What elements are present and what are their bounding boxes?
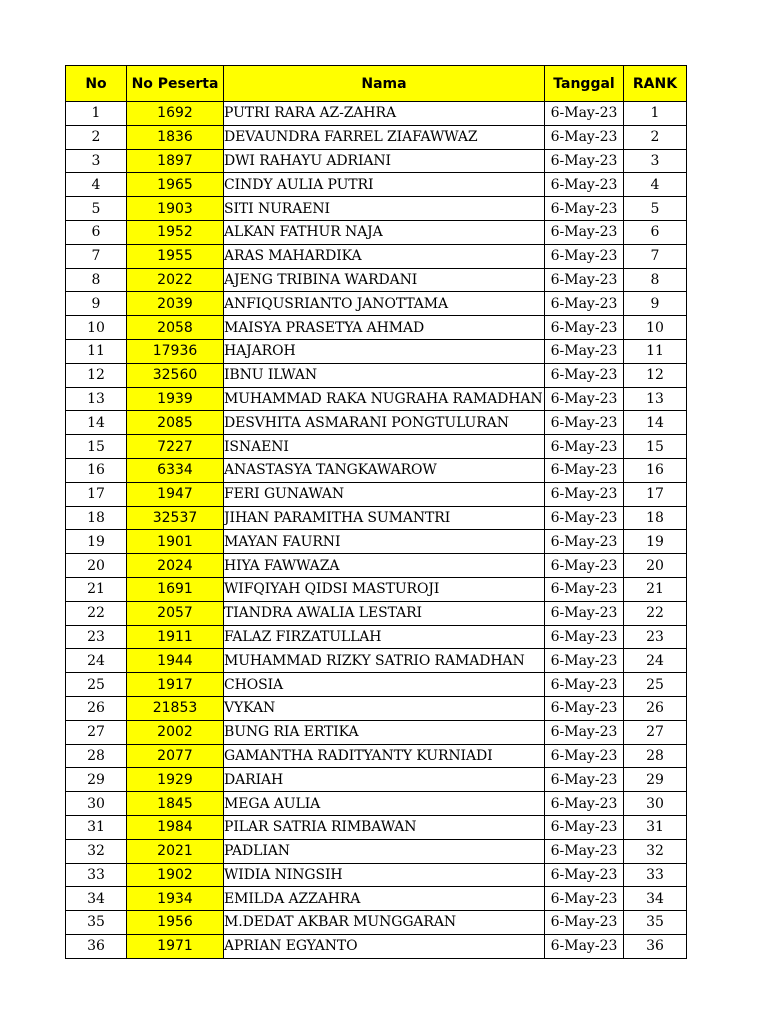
cell-nama: SITI NURAENI xyxy=(224,197,545,221)
cell-nama: FALAZ FIRZATULLAH xyxy=(224,625,545,649)
cell-nama: WIDIA NINGSIH xyxy=(224,863,545,887)
cell-no-peserta: 1929 xyxy=(127,768,224,792)
cell-no-peserta: 2058 xyxy=(127,316,224,340)
cell-nama: PILAR SATRIA RIMBAWAN xyxy=(224,815,545,839)
cell-tanggal: 6-May-23 xyxy=(545,435,624,459)
table-row xyxy=(66,839,687,863)
cell-tanggal: 6-May-23 xyxy=(545,197,624,221)
cell-no-peserta: 32560 xyxy=(127,363,224,387)
cell-nama: DWI RAHAYU ADRIANI xyxy=(224,149,545,173)
cell-tanggal: 6-May-23 xyxy=(545,673,624,697)
cell-no-peserta: 1845 xyxy=(127,792,224,816)
cell-tanggal: 6-May-23 xyxy=(545,292,624,316)
cell-no: 14 xyxy=(66,411,127,435)
cell-nama: TIANDRA AWALIA LESTARI xyxy=(224,601,545,625)
cell-no-peserta: 1934 xyxy=(127,887,224,911)
cell-rank: 24 xyxy=(624,649,687,673)
table-row xyxy=(66,815,687,839)
cell-rank: 5 xyxy=(624,197,687,221)
table-row xyxy=(66,863,687,887)
table-row xyxy=(66,244,687,268)
cell-rank: 23 xyxy=(624,625,687,649)
cell-rank: 1 xyxy=(624,102,687,126)
cell-nama: DEVAUNDRA FARREL ZIAFAWWAZ xyxy=(224,125,545,149)
cell-no: 2 xyxy=(66,125,127,149)
cell-no-peserta: 2085 xyxy=(127,411,224,435)
cell-no-peserta: 6334 xyxy=(127,458,224,482)
cell-nama: ARAS MAHARDIKA xyxy=(224,244,545,268)
cell-no: 27 xyxy=(66,720,127,744)
cell-nama: CHOSIA xyxy=(224,673,545,697)
table-row xyxy=(66,102,687,126)
cell-rank: 18 xyxy=(624,506,687,530)
cell-no-peserta: 17936 xyxy=(127,339,224,363)
cell-rank: 33 xyxy=(624,863,687,887)
cell-nama: CINDY AULIA PUTRI xyxy=(224,173,545,197)
cell-no-peserta: 21853 xyxy=(127,696,224,720)
table-row xyxy=(66,673,687,697)
cell-nama: MUHAMMAD RIZKY SATRIO RAMADHAN xyxy=(224,649,545,673)
cell-tanggal: 6-May-23 xyxy=(545,125,624,149)
cell-nama: ANFIQUSRIANTO JANOTTAMA xyxy=(224,292,545,316)
cell-no: 13 xyxy=(66,387,127,411)
table-row xyxy=(66,458,687,482)
cell-rank: 12 xyxy=(624,363,687,387)
cell-no-peserta: 1939 xyxy=(127,387,224,411)
cell-no: 3 xyxy=(66,149,127,173)
table-row xyxy=(66,696,687,720)
cell-nama: AJENG TRIBINA WARDANI xyxy=(224,268,545,292)
table-row xyxy=(66,934,687,958)
cell-rank: 7 xyxy=(624,244,687,268)
table-row xyxy=(66,768,687,792)
cell-no: 32 xyxy=(66,839,127,863)
cell-rank: 16 xyxy=(624,458,687,482)
cell-nama: EMILDA AZZAHRA xyxy=(224,887,545,911)
table-row xyxy=(66,363,687,387)
cell-no-peserta: 7227 xyxy=(127,435,224,459)
table-row xyxy=(66,792,687,816)
cell-rank: 2 xyxy=(624,125,687,149)
cell-no-peserta: 32537 xyxy=(127,506,224,530)
cell-no-peserta: 1902 xyxy=(127,863,224,887)
header-rank: RANK xyxy=(624,66,687,102)
cell-no-peserta: 1903 xyxy=(127,197,224,221)
cell-no: 18 xyxy=(66,506,127,530)
cell-no-peserta: 1836 xyxy=(127,125,224,149)
cell-rank: 10 xyxy=(624,316,687,340)
table-row xyxy=(66,887,687,911)
cell-tanggal: 6-May-23 xyxy=(545,387,624,411)
cell-no-peserta: 1944 xyxy=(127,649,224,673)
cell-nama: ANASTASYA TANGKAWAROW xyxy=(224,458,545,482)
cell-no-peserta: 1956 xyxy=(127,911,224,935)
cell-tanggal: 6-May-23 xyxy=(545,458,624,482)
cell-rank: 34 xyxy=(624,887,687,911)
cell-rank: 32 xyxy=(624,839,687,863)
cell-rank: 31 xyxy=(624,815,687,839)
cell-rank: 17 xyxy=(624,482,687,506)
cell-tanggal: 6-May-23 xyxy=(545,149,624,173)
cell-nama: DESVHITA ASMARANI PONGTULURAN xyxy=(224,411,545,435)
cell-rank: 25 xyxy=(624,673,687,697)
cell-no-peserta: 1955 xyxy=(127,244,224,268)
cell-no: 6 xyxy=(66,220,127,244)
cell-rank: 20 xyxy=(624,554,687,578)
cell-rank: 35 xyxy=(624,911,687,935)
cell-no: 29 xyxy=(66,768,127,792)
cell-no-peserta: 2039 xyxy=(127,292,224,316)
cell-rank: 22 xyxy=(624,601,687,625)
cell-no: 25 xyxy=(66,673,127,697)
cell-no-peserta: 1692 xyxy=(127,102,224,126)
cell-no-peserta: 1952 xyxy=(127,220,224,244)
cell-nama: FERI GUNAWAN xyxy=(224,482,545,506)
cell-rank: 3 xyxy=(624,149,687,173)
table-row xyxy=(66,435,687,459)
table-row xyxy=(66,173,687,197)
cell-nama: ALKAN FATHUR NAJA xyxy=(224,220,545,244)
cell-rank: 11 xyxy=(624,339,687,363)
cell-tanggal: 6-May-23 xyxy=(545,316,624,340)
cell-tanggal: 6-May-23 xyxy=(545,554,624,578)
header-tanggal: Tanggal xyxy=(545,66,624,102)
table-row xyxy=(66,411,687,435)
table-row xyxy=(66,554,687,578)
cell-rank: 26 xyxy=(624,696,687,720)
cell-rank: 13 xyxy=(624,387,687,411)
cell-no: 30 xyxy=(66,792,127,816)
cell-no-peserta: 2022 xyxy=(127,268,224,292)
table-row xyxy=(66,220,687,244)
cell-tanggal: 6-May-23 xyxy=(545,482,624,506)
cell-no-peserta: 1897 xyxy=(127,149,224,173)
cell-no-peserta: 1691 xyxy=(127,577,224,601)
table-row xyxy=(66,911,687,935)
cell-tanggal: 6-May-23 xyxy=(545,863,624,887)
header-no: No xyxy=(66,66,127,102)
cell-tanggal: 6-May-23 xyxy=(545,625,624,649)
cell-no: 35 xyxy=(66,911,127,935)
table-row xyxy=(66,577,687,601)
cell-tanggal: 6-May-23 xyxy=(545,768,624,792)
cell-rank: 4 xyxy=(624,173,687,197)
cell-no: 9 xyxy=(66,292,127,316)
cell-tanggal: 6-May-23 xyxy=(545,744,624,768)
cell-tanggal: 6-May-23 xyxy=(545,506,624,530)
cell-rank: 19 xyxy=(624,530,687,554)
cell-nama: PADLIAN xyxy=(224,839,545,863)
cell-rank: 6 xyxy=(624,220,687,244)
cell-nama: APRIAN EGYANTO xyxy=(224,934,545,958)
cell-tanggal: 6-May-23 xyxy=(545,696,624,720)
cell-tanggal: 6-May-23 xyxy=(545,530,624,554)
cell-no: 4 xyxy=(66,173,127,197)
cell-no-peserta: 2077 xyxy=(127,744,224,768)
cell-no-peserta: 2021 xyxy=(127,839,224,863)
cell-rank: 30 xyxy=(624,792,687,816)
cell-rank: 36 xyxy=(624,934,687,958)
ranking-table xyxy=(65,65,687,959)
table-row xyxy=(66,482,687,506)
cell-nama: MUHAMMAD RAKA NUGRAHA RAMADHAN xyxy=(224,387,545,411)
cell-tanggal: 6-May-23 xyxy=(545,363,624,387)
cell-rank: 15 xyxy=(624,435,687,459)
cell-nama: MEGA AULIA xyxy=(224,792,545,816)
cell-no: 23 xyxy=(66,625,127,649)
cell-tanggal: 6-May-23 xyxy=(545,815,624,839)
cell-nama: MAISYA PRASETYA AHMAD xyxy=(224,316,545,340)
cell-no-peserta: 1947 xyxy=(127,482,224,506)
table-row xyxy=(66,125,687,149)
cell-rank: 8 xyxy=(624,268,687,292)
cell-no: 26 xyxy=(66,696,127,720)
cell-no-peserta: 1984 xyxy=(127,815,224,839)
cell-no: 22 xyxy=(66,601,127,625)
cell-no-peserta: 2002 xyxy=(127,720,224,744)
cell-no-peserta: 1901 xyxy=(127,530,224,554)
cell-rank: 28 xyxy=(624,744,687,768)
cell-rank: 29 xyxy=(624,768,687,792)
table-row xyxy=(66,530,687,554)
table-row xyxy=(66,387,687,411)
cell-tanggal: 6-May-23 xyxy=(545,839,624,863)
cell-nama: HIYA FAWWAZA xyxy=(224,554,545,578)
cell-nama: IBNU ILWAN xyxy=(224,363,545,387)
cell-tanggal: 6-May-23 xyxy=(545,887,624,911)
cell-nama: MAYAN FAURNI xyxy=(224,530,545,554)
cell-no: 21 xyxy=(66,577,127,601)
cell-nama: JIHAN PARAMITHA SUMANTRI xyxy=(224,506,545,530)
header-row xyxy=(66,66,687,102)
cell-tanggal: 6-May-23 xyxy=(545,792,624,816)
cell-no-peserta: 1911 xyxy=(127,625,224,649)
header-no-peserta: No Peserta xyxy=(127,66,224,102)
cell-tanggal: 6-May-23 xyxy=(545,601,624,625)
cell-tanggal: 6-May-23 xyxy=(545,411,624,435)
cell-no: 1 xyxy=(66,102,127,126)
table-row xyxy=(66,744,687,768)
cell-nama: VYKAN xyxy=(224,696,545,720)
cell-nama: PUTRI RARA AZ-ZAHRA xyxy=(224,102,545,126)
cell-nama: BUNG RIA ERTIKA xyxy=(224,720,545,744)
cell-no: 15 xyxy=(66,435,127,459)
cell-tanggal: 6-May-23 xyxy=(545,911,624,935)
cell-nama: ISNAENI xyxy=(224,435,545,459)
cell-tanggal: 6-May-23 xyxy=(545,173,624,197)
table-row xyxy=(66,506,687,530)
cell-no: 31 xyxy=(66,815,127,839)
table-row xyxy=(66,601,687,625)
cell-no: 7 xyxy=(66,244,127,268)
table-row xyxy=(66,625,687,649)
cell-no: 17 xyxy=(66,482,127,506)
cell-tanggal: 6-May-23 xyxy=(545,244,624,268)
cell-no-peserta: 1965 xyxy=(127,173,224,197)
cell-tanggal: 6-May-23 xyxy=(545,720,624,744)
cell-no-peserta: 1917 xyxy=(127,673,224,697)
cell-tanggal: 6-May-23 xyxy=(545,649,624,673)
table-row xyxy=(66,197,687,221)
table-row xyxy=(66,292,687,316)
cell-no: 19 xyxy=(66,530,127,554)
cell-no-peserta: 1971 xyxy=(127,934,224,958)
cell-nama: M.DEDAT AKBAR MUNGGARAN xyxy=(224,911,545,935)
table-body xyxy=(66,102,687,959)
table-row xyxy=(66,149,687,173)
cell-no: 36 xyxy=(66,934,127,958)
table-row xyxy=(66,339,687,363)
cell-no: 8 xyxy=(66,268,127,292)
cell-tanggal: 6-May-23 xyxy=(545,934,624,958)
cell-nama: WIFQIYAH QIDSI MASTUROJI xyxy=(224,577,545,601)
cell-rank: 14 xyxy=(624,411,687,435)
cell-tanggal: 6-May-23 xyxy=(545,102,624,126)
cell-no: 28 xyxy=(66,744,127,768)
table-row xyxy=(66,649,687,673)
table-row xyxy=(66,720,687,744)
table-row xyxy=(66,316,687,340)
cell-no: 20 xyxy=(66,554,127,578)
cell-nama: HAJAROH xyxy=(224,339,545,363)
cell-no-peserta: 2024 xyxy=(127,554,224,578)
cell-no: 24 xyxy=(66,649,127,673)
cell-tanggal: 6-May-23 xyxy=(545,268,624,292)
cell-no: 10 xyxy=(66,316,127,340)
cell-tanggal: 6-May-23 xyxy=(545,339,624,363)
cell-no: 33 xyxy=(66,863,127,887)
cell-tanggal: 6-May-23 xyxy=(545,220,624,244)
cell-no: 16 xyxy=(66,458,127,482)
cell-rank: 27 xyxy=(624,720,687,744)
cell-rank: 21 xyxy=(624,577,687,601)
header-nama: Nama xyxy=(224,66,545,102)
cell-no: 34 xyxy=(66,887,127,911)
cell-no-peserta: 2057 xyxy=(127,601,224,625)
cell-nama: GAMANTHA RADITYANTY KURNIADI xyxy=(224,744,545,768)
cell-nama: DARIAH xyxy=(224,768,545,792)
table-row xyxy=(66,268,687,292)
cell-rank: 9 xyxy=(624,292,687,316)
cell-tanggal: 6-May-23 xyxy=(545,577,624,601)
cell-no: 11 xyxy=(66,339,127,363)
cell-no: 5 xyxy=(66,197,127,221)
cell-no: 12 xyxy=(66,363,127,387)
